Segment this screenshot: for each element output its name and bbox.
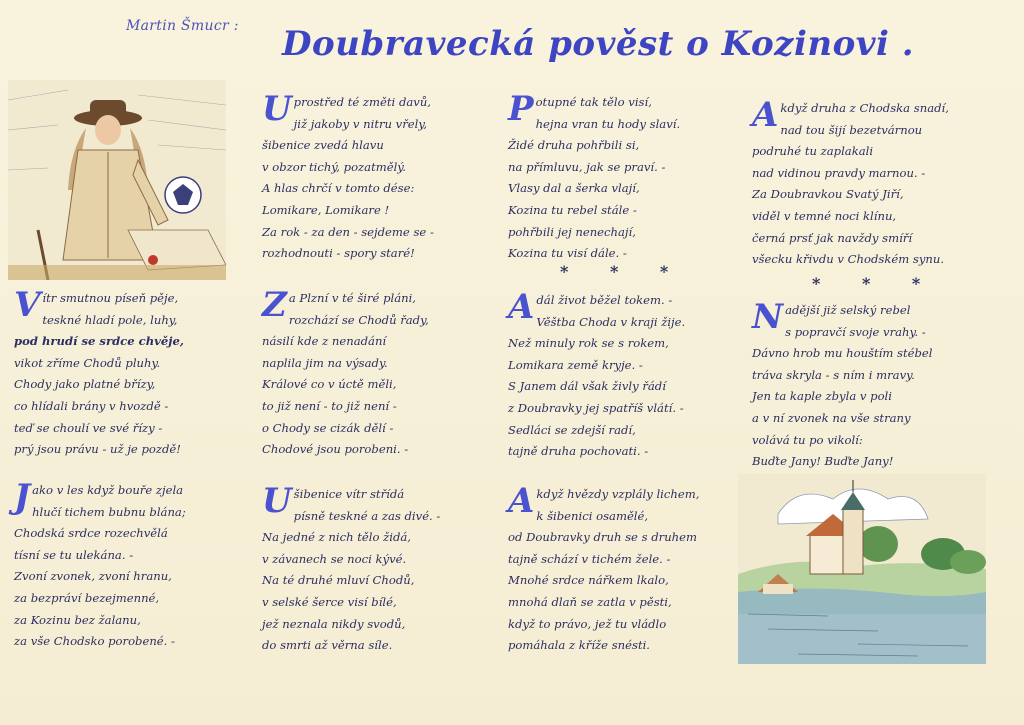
poem-line: teď se choulí ve své řízy - <box>14 420 163 435</box>
chapel-landscape-illustration <box>738 474 986 664</box>
poem-line: vikot zříme Chodů pluhy. <box>14 355 161 370</box>
poem-line: černá prsť jak navždy smíří <box>752 230 913 245</box>
poem-line: za Kozinu bez žalanu, <box>14 612 141 627</box>
poem-line: Židé druha pohřbili si, <box>508 138 640 153</box>
poem-line: tajně schází v tichém žele. - <box>508 551 671 566</box>
drop-cap: V <box>14 285 41 325</box>
drop-cap: A <box>752 95 779 135</box>
poem-line: s popravčí svoje vrahy. - <box>785 324 926 339</box>
poem-line: tísní se tu ulekána. - <box>14 547 134 562</box>
poem-line: do smrti až věrna síle. <box>262 638 393 653</box>
author-name: Martin Šmucr : <box>126 18 239 34</box>
poem-line: mnohá dlaň se zatla v pěsti, <box>508 594 672 609</box>
stanza-uprostred <box>262 89 497 265</box>
poem-line: písně teskné a zas divé. - <box>293 508 441 523</box>
poem-line: šibenice zvedá hlavu <box>262 138 384 153</box>
page-title: Doubravecká pověst o Kozinovi . <box>282 24 915 64</box>
poem-line: volává tu po vikolí: <box>752 432 863 447</box>
poem-line: Chodská srdce rozechvělá <box>14 526 168 541</box>
poem-line: v selské šerce visí bílé, <box>262 594 397 609</box>
poem-line: z Doubravky jej spatříš vlátí. - <box>508 400 684 415</box>
poem-line: od Doubravky druh se s druhem <box>508 530 697 545</box>
poem-line: dál život běžel tokem. - <box>536 293 673 307</box>
poem-line: v závanech se noci kývé. <box>262 551 407 566</box>
poem-line: Mnohé srdce nářkem lkalo, <box>508 573 669 588</box>
poem-line: nad vidinou pravdy marnou. - <box>752 165 926 180</box>
poem-line: prý jsou právu - už je pozdě! <box>14 442 181 457</box>
poem-line: Než minuly rok se s rokem, <box>508 336 669 351</box>
stanza-separator: * * * <box>812 274 939 293</box>
poem-line: podruhé tu zaplakali <box>752 144 874 159</box>
poem-line: hejna vran tu hody slaví. <box>535 116 681 131</box>
stanza-nadeji <box>752 297 1014 473</box>
stanza-separator: * * * <box>560 262 687 281</box>
poem-line: rozchází se Chodů řady, <box>288 312 429 327</box>
poem-line: Sedláci se zdejší radí, <box>508 422 636 437</box>
poem-line: Kozina tu rebel stále - <box>508 202 637 217</box>
poem-line: Dávno hrob mu houštím stébel <box>752 346 933 361</box>
poem-line: Na té druhé mluví Chodů, <box>262 573 415 588</box>
poem-line: Vlasy dal a šerka vlají, <box>508 181 640 196</box>
drop-cap: A <box>508 287 535 327</box>
drop-cap: U <box>262 481 292 521</box>
stanza-a-kdyz-hvezdy <box>508 481 738 657</box>
drop-cap: J <box>14 477 31 517</box>
poem-line: Věštba Choda v kraji žije. <box>536 314 686 329</box>
poem-line: to již není - to již není - <box>262 398 397 413</box>
poem-line: pod hrudí se srdce chvěje, <box>14 334 184 349</box>
drop-cap: Z <box>262 285 287 325</box>
poem-line: když hvězdy vzplály lichem, <box>536 487 700 501</box>
stanza-vitr <box>14 285 239 461</box>
poem-line: na přímluvu, jak se praví. - <box>508 159 666 174</box>
poem-line: tráva skryla - s ním i mravy. <box>752 367 915 382</box>
poem-line: Králové co v úctě měli, <box>262 377 397 392</box>
poem-line: nad tou šijí bezetvárnou <box>780 122 923 137</box>
poem-line: všecku křivdu v Chodském synu. <box>752 252 945 267</box>
poem-line: Jen ta kaple zbyla v poli <box>752 389 892 404</box>
poem-line: násilí kde z nenadání <box>262 334 387 349</box>
stanza-potupne <box>508 89 738 265</box>
poem-line: a Plzní v té širé pláni, <box>288 291 416 305</box>
poem-line: Za rok - za den - sejdeme se - <box>262 224 434 239</box>
poem-line: co hlídali brány v hvozdě - <box>14 398 169 413</box>
poem-line: adější již selský rebel <box>785 303 911 317</box>
stanza-a-dal <box>508 287 738 463</box>
poem-line: k šibenici osamělé, <box>536 508 649 523</box>
poem-line: za vše Chodsko porobené. - <box>14 634 175 649</box>
drop-cap: N <box>752 297 784 337</box>
poem-line: o Chody se cizák dělí - <box>262 420 394 435</box>
poem-line: jež neznala nikdy svodů, <box>262 616 406 631</box>
poem-line: šibenice vítr střídá <box>293 487 405 501</box>
poem-line: Kozina tu visí dále. - <box>508 246 627 261</box>
poem-line: již jakoby v nitru vřely, <box>293 116 428 131</box>
poem-line: pohřbili jej nenechají, <box>508 224 636 239</box>
poem-line: Buďte Jany! Buďte Jany! <box>752 454 894 469</box>
stanza-jako <box>14 477 239 653</box>
poem-line: Na jedné z nich tělo židá, <box>262 530 411 545</box>
poem-line: hlučí tichem bubnu blána; <box>32 504 186 519</box>
poem-line: Lomikare, Lomikare ! <box>262 202 390 217</box>
poem-line: a v ní zvonek na vše strany <box>752 410 911 425</box>
poem-line: Chodové jsou porobeni. - <box>262 442 409 457</box>
poem-line: Lomikara země kryje. - <box>508 357 643 372</box>
stanza-za-plzni <box>262 285 497 461</box>
poem-line: když druha z Chodska snadí, <box>780 101 949 115</box>
drop-cap: P <box>508 89 534 129</box>
poem-line: S Janem dál však živly řádí <box>508 379 666 394</box>
poem-line: viděl v temné noci klínu, <box>752 208 897 223</box>
poem-line: pomáhala z kříže snésti. <box>508 638 650 653</box>
poem-line: Zvoní zvonek, zvoní hranu, <box>14 569 172 584</box>
poem-line: tajně druha pochovati. - <box>508 444 649 459</box>
stanza-u-sibenice <box>262 481 497 657</box>
poem-line: v obzor tichý, pozatmělý. <box>262 159 406 174</box>
poem-line: prostřed té změti davů, <box>293 95 431 109</box>
drop-cap: A <box>508 481 535 521</box>
drop-cap: U <box>262 89 292 129</box>
poem-line: Za Doubravkou Svatý Jiří, <box>752 187 904 202</box>
poem-line: za bezpráví bezejmenné, <box>14 590 160 605</box>
poem-line: rozhodnouti - spory staré! <box>262 246 415 261</box>
poem-line: ako v les když bouře zjela <box>32 483 184 497</box>
poem-line: naplila jim na výsady. <box>262 355 388 370</box>
poem-line: otupné tak tělo visí, <box>535 95 652 109</box>
poem-line: A hlas chrčí v tomto dése: <box>262 181 415 196</box>
poem-line: teskné hladí pole, luhy, <box>42 312 178 327</box>
kozina-portrait-illustration <box>8 80 226 280</box>
stanza-a-kdyz-druha <box>752 95 1014 271</box>
poem-line: když to právo, jež tu vládlo <box>508 616 667 631</box>
poem-line: Chody jako platné břízy, <box>14 377 156 392</box>
poem-line: ítr smutnou píseň pěje, <box>42 291 179 305</box>
